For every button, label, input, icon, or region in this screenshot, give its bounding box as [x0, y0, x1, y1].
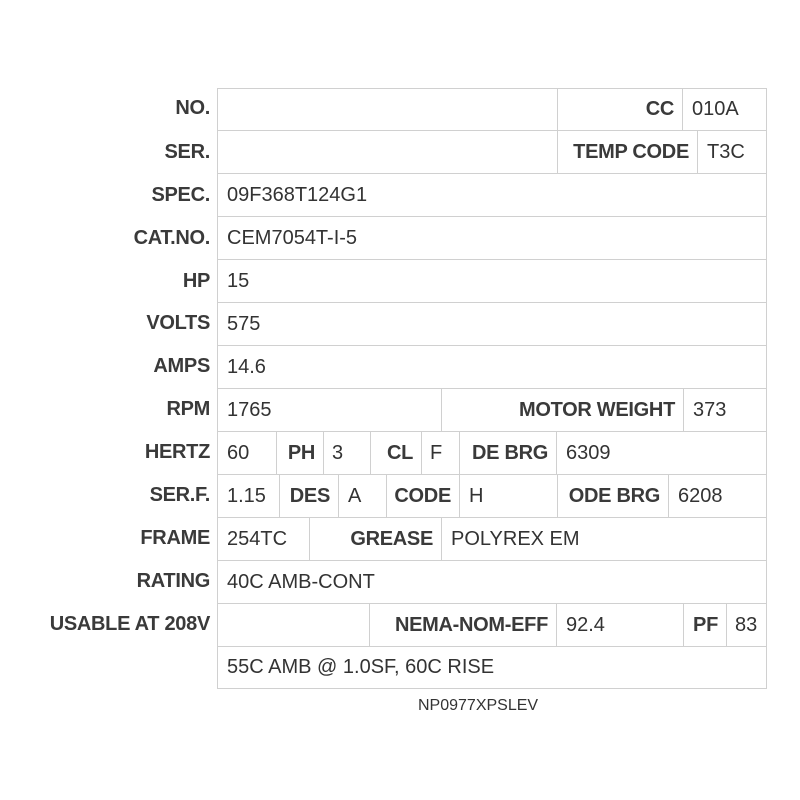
label-de-brg: DE BRG	[472, 441, 548, 464]
value-pf-text: 83	[735, 613, 758, 636]
value-des-text: A	[348, 484, 362, 507]
label-ode-brg: ODE BRG	[568, 484, 660, 507]
value-spec-text: 09F368T124G1	[227, 183, 368, 206]
value-motor-weight	[683, 388, 767, 432]
label-spec: SPEC.	[151, 184, 210, 206]
label-temp-code: TEMP CODE	[573, 140, 689, 163]
value-catno	[217, 216, 767, 260]
label-no: NO.	[175, 97, 210, 119]
value-code	[459, 474, 558, 518]
label-amps: AMPS	[153, 355, 210, 377]
value-rpm	[217, 388, 442, 432]
value-de-brg	[556, 431, 767, 475]
value-ph-text: 3	[332, 441, 344, 464]
label-rpm: RPM	[166, 398, 210, 420]
cell-grease-label	[309, 517, 442, 561]
label-ser: SER.	[164, 141, 210, 163]
label-pf: PF	[693, 613, 718, 636]
value-cl	[421, 431, 460, 475]
value-des	[338, 474, 387, 518]
value-rating	[217, 560, 767, 604]
label-serf: SER.F.	[149, 484, 210, 506]
value-serf	[217, 474, 280, 518]
value-catno-text: CEM7054T-I-5	[227, 226, 358, 249]
value-ph	[323, 431, 371, 475]
value-no	[217, 88, 558, 131]
value-temp-code	[697, 130, 767, 174]
label-cl: CL	[386, 441, 413, 464]
cell-pf-label	[683, 603, 727, 647]
label-hp: HP	[182, 270, 210, 292]
value-note-text: 55C AMB @ 1.0SF, 60C RISE	[227, 656, 495, 678]
cell-code-label	[386, 474, 460, 518]
label-ph: PH	[287, 441, 315, 464]
value-ode-brg	[668, 474, 767, 518]
value-grease-text: POLYREX EM	[451, 527, 580, 550]
value-frame-text: 254TC	[227, 527, 288, 550]
label-volts: VOLTS	[146, 312, 210, 334]
label-des: DES	[289, 484, 330, 507]
label-grease: GREASE	[350, 527, 433, 550]
value-cc-text: 010A	[692, 98, 739, 120]
value-grease	[441, 517, 767, 561]
value-nema-nom-eff-text: 92.4	[566, 613, 605, 636]
value-temp-code-text: T3C	[707, 140, 745, 163]
value-ode-brg-text: 6208	[678, 484, 723, 507]
cell-nema-nom-eff-label	[369, 603, 557, 647]
value-hp-text: 15	[227, 269, 250, 292]
label-nema-nom-eff: NEMA-NOM-EFF	[394, 613, 548, 636]
cell-ph-label	[276, 431, 324, 475]
value-ser	[217, 130, 558, 174]
value-usable	[217, 603, 370, 647]
cell-cc-label	[557, 88, 683, 131]
value-note	[217, 646, 767, 689]
value-motor-weight-text: 373	[693, 398, 727, 421]
label-rating: RATING	[136, 570, 210, 592]
cell-temp-code-label	[557, 130, 698, 174]
value-serf-text: 1.15	[227, 484, 266, 507]
label-hertz: HERTZ	[144, 441, 210, 463]
cell-de-brg-label	[459, 431, 557, 475]
value-rpm-text: 1765	[227, 398, 272, 421]
value-frame	[217, 517, 310, 561]
cell-motor-weight-label	[441, 388, 684, 432]
value-pf	[726, 603, 767, 647]
cell-cl-label	[370, 431, 422, 475]
part-number: NP0977XPSLEV	[418, 697, 539, 714]
cell-des-label	[279, 474, 339, 518]
value-nema-nom-eff	[556, 603, 684, 647]
value-rating-text: 40C AMB-CONT	[227, 570, 375, 593]
value-volts-text: 575	[227, 312, 261, 335]
value-cc	[682, 88, 767, 131]
value-code-text: H	[469, 484, 484, 507]
value-de-brg-text: 6309	[566, 441, 611, 464]
cell-ode-brg-label	[557, 474, 669, 518]
label-usable: USABLE AT 208V	[49, 613, 210, 635]
value-amps	[217, 345, 767, 389]
label-code: CODE	[394, 484, 451, 507]
value-amps-text: 14.6	[227, 355, 266, 378]
label-cc: CC	[645, 98, 674, 120]
label-frame: FRAME	[140, 527, 210, 549]
value-volts	[217, 302, 767, 346]
value-cl-text: F	[430, 441, 443, 464]
label-catno: CAT.NO.	[133, 227, 210, 249]
value-hertz	[217, 431, 277, 475]
label-motor-weight: MOTOR WEIGHT	[518, 398, 675, 421]
value-hp	[217, 259, 767, 303]
value-spec	[217, 173, 767, 217]
value-hertz-text: 60	[227, 441, 250, 464]
